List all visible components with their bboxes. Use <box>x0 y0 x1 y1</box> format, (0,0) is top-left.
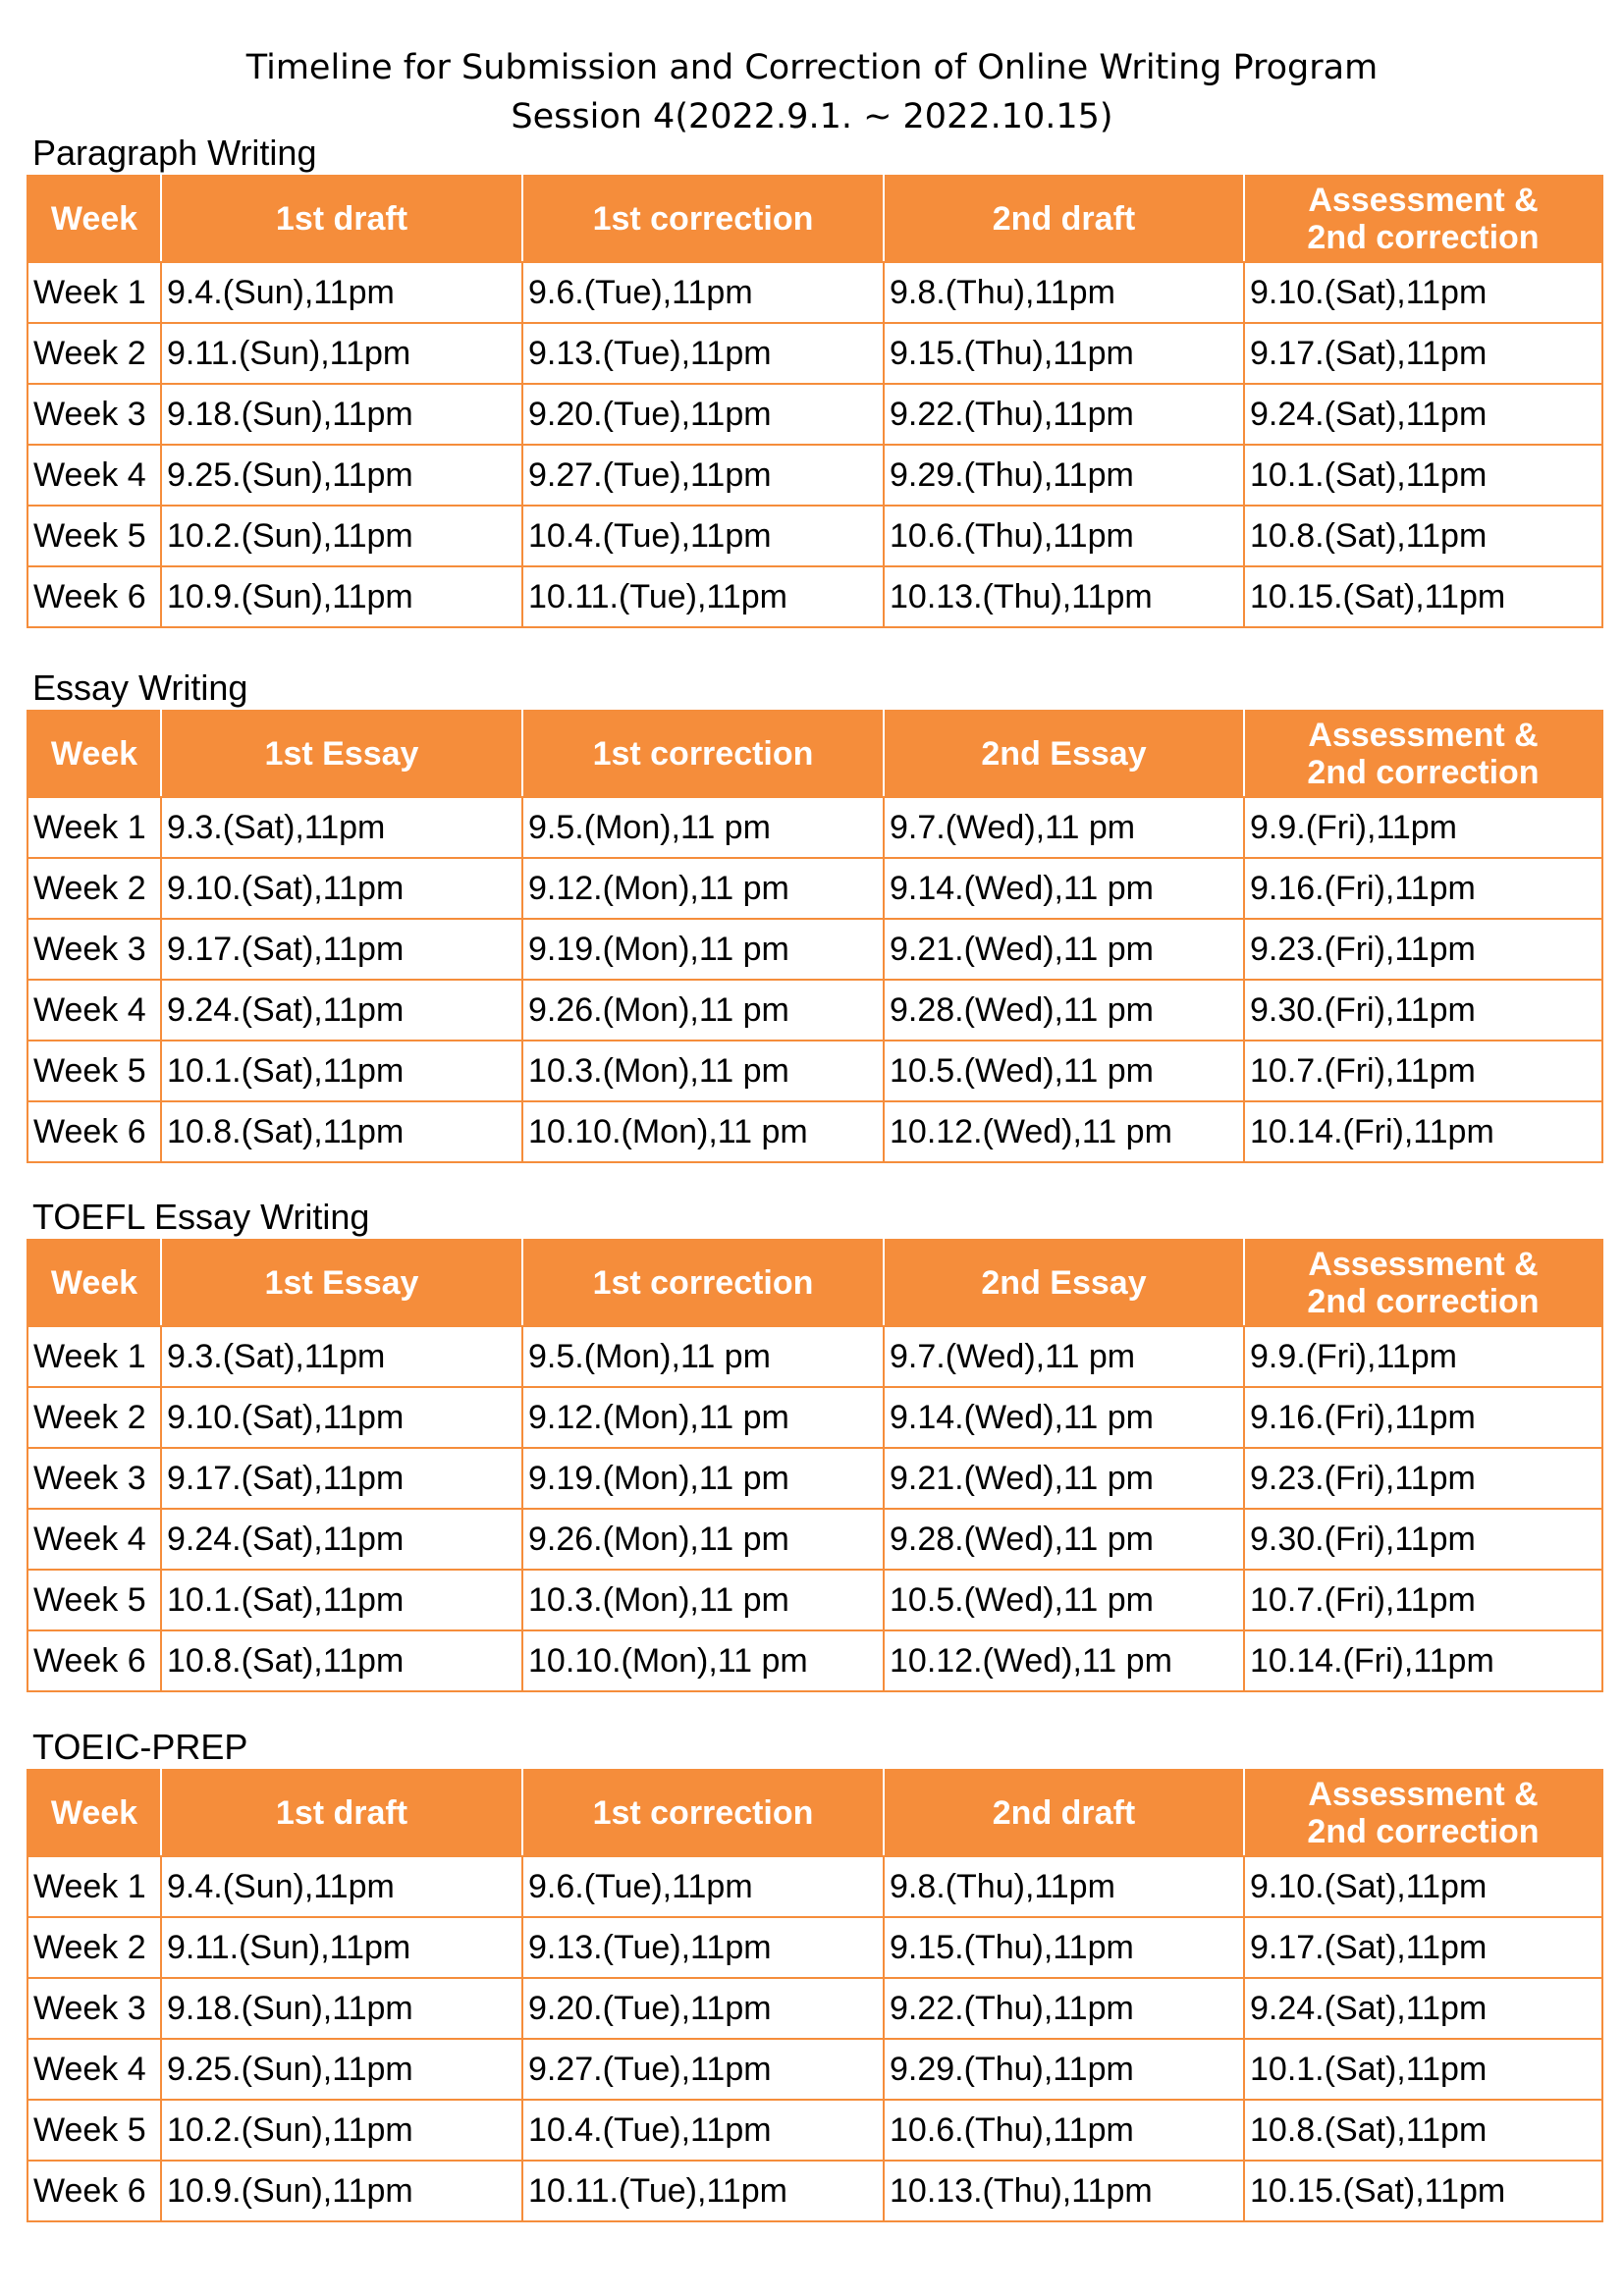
deadline-cell: 9.17.(Sat),11pm <box>161 1448 522 1509</box>
week-label-cell: Week 2 <box>27 1387 161 1448</box>
table-row <box>27 1387 1602 1448</box>
schedule-table <box>27 175 1603 628</box>
deadline-cell: 9.29.(Thu),11pm <box>884 445 1244 506</box>
deadline-cell: 9.12.(Mon),11 pm <box>522 1387 884 1448</box>
deadline-cell: 9.27.(Tue),11pm <box>522 445 884 506</box>
section-title: TOEIC-PREP <box>32 1727 248 1767</box>
deadline-cell: 10.7.(Fri),11pm <box>1244 1041 1602 1101</box>
table-row <box>27 919 1602 980</box>
week-label-cell: Week 3 <box>27 384 161 445</box>
column-header: 1st correction <box>522 176 884 262</box>
week-label-cell: Week 4 <box>27 1509 161 1570</box>
deadline-cell: 9.3.(Sat),11pm <box>161 797 522 858</box>
deadline-cell: 9.20.(Tue),11pm <box>522 384 884 445</box>
deadline-cell: 10.9.(Sun),11pm <box>161 2161 522 2221</box>
deadline-cell: 10.2.(Sun),11pm <box>161 2100 522 2161</box>
week-label-cell: Week 4 <box>27 445 161 506</box>
week-label-cell: Week 5 <box>27 1041 161 1101</box>
deadline-cell: 9.21.(Wed),11 pm <box>884 1448 1244 1509</box>
deadline-cell: 10.11.(Tue),11pm <box>522 566 884 627</box>
deadline-cell: 9.4.(Sun),11pm <box>161 262 522 323</box>
column-header: Week <box>27 1770 161 1856</box>
week-label-cell: Week 5 <box>27 506 161 566</box>
deadline-cell: 9.29.(Thu),11pm <box>884 2039 1244 2100</box>
week-label-cell: Week 3 <box>27 1978 161 2039</box>
column-header: Week <box>27 711 161 797</box>
section-title: Paragraph Writing <box>32 133 317 173</box>
deadline-cell: 10.1.(Sat),11pm <box>1244 445 1602 506</box>
table-row <box>27 1917 1602 1978</box>
deadline-cell: 10.11.(Tue),11pm <box>522 2161 884 2221</box>
deadline-cell: 10.6.(Thu),11pm <box>884 506 1244 566</box>
deadline-cell: 9.26.(Mon),11 pm <box>522 980 884 1041</box>
deadline-cell: 9.10.(Sat),11pm <box>1244 1856 1602 1917</box>
deadline-cell: 9.8.(Thu),11pm <box>884 1856 1244 1917</box>
header-row <box>27 176 1602 262</box>
schedule-table <box>27 710 1603 1163</box>
deadline-cell: 9.13.(Tue),11pm <box>522 1917 884 1978</box>
deadline-cell: 10.12.(Wed),11 pm <box>884 1101 1244 1162</box>
week-label-cell: Week 1 <box>27 1856 161 1917</box>
title-line-1: Timeline for Submission and Correction of Online Writing Program <box>245 48 1379 87</box>
deadline-cell: 10.3.(Mon),11 pm <box>522 1570 884 1630</box>
deadline-cell: 10.14.(Fri),11pm <box>1244 1101 1602 1162</box>
table-row <box>27 506 1602 566</box>
deadline-cell: 9.19.(Mon),11 pm <box>522 919 884 980</box>
deadline-cell: 9.10.(Sat),11pm <box>161 1387 522 1448</box>
week-label-cell: Week 3 <box>27 1448 161 1509</box>
week-label-cell: Week 6 <box>27 566 161 627</box>
table-row <box>27 2100 1602 2161</box>
deadline-cell: 9.3.(Sat),11pm <box>161 1326 522 1387</box>
deadline-cell: 9.26.(Mon),11 pm <box>522 1509 884 1570</box>
deadline-cell: 9.8.(Thu),11pm <box>884 262 1244 323</box>
week-label-cell: Week 2 <box>27 1917 161 1978</box>
column-header: Week <box>27 176 161 262</box>
document-title <box>0 43 1624 141</box>
schedule-section <box>27 1196 1601 1692</box>
deadline-cell: 9.25.(Sun),11pm <box>161 2039 522 2100</box>
deadline-cell: 9.23.(Fri),11pm <box>1244 919 1602 980</box>
table-row <box>27 2039 1602 2100</box>
column-header: Assessment & 2nd correction <box>1244 176 1602 262</box>
deadline-cell: 9.20.(Tue),11pm <box>522 1978 884 2039</box>
column-header: Assessment & 2nd correction <box>1244 1240 1602 1326</box>
deadline-cell: 10.4.(Tue),11pm <box>522 2100 884 2161</box>
deadline-cell: 10.12.(Wed),11 pm <box>884 1630 1244 1691</box>
table-row <box>27 384 1602 445</box>
table-row <box>27 1978 1602 2039</box>
deadline-cell: 9.18.(Sun),11pm <box>161 384 522 445</box>
deadline-cell: 9.14.(Wed),11 pm <box>884 1387 1244 1448</box>
column-header: Assessment & 2nd correction <box>1244 711 1602 797</box>
table-row <box>27 1101 1602 1162</box>
table-row <box>27 1326 1602 1387</box>
deadline-cell: 9.28.(Wed),11 pm <box>884 980 1244 1041</box>
deadline-cell: 9.5.(Mon),11 pm <box>522 797 884 858</box>
deadline-cell: 10.8.(Sat),11pm <box>161 1630 522 1691</box>
deadline-cell: 9.19.(Mon),11 pm <box>522 1448 884 1509</box>
column-header: Week <box>27 1240 161 1326</box>
table-row <box>27 1041 1602 1101</box>
deadline-cell: 9.4.(Sun),11pm <box>161 1856 522 1917</box>
deadline-cell: 10.9.(Sun),11pm <box>161 566 522 627</box>
deadline-cell: 9.6.(Tue),11pm <box>522 1856 884 1917</box>
title-line-2: Session 4(2022.9.1. ~ 2022.10.15) <box>511 97 1113 136</box>
deadline-cell: 9.24.(Sat),11pm <box>1244 384 1602 445</box>
deadline-cell: 9.18.(Sun),11pm <box>161 1978 522 2039</box>
table-row <box>27 262 1602 323</box>
deadline-cell: 9.9.(Fri),11pm <box>1244 1326 1602 1387</box>
table-row <box>27 323 1602 384</box>
deadline-cell: 9.30.(Fri),11pm <box>1244 980 1602 1041</box>
table-row <box>27 1509 1602 1570</box>
deadline-cell: 9.7.(Wed),11 pm <box>884 797 1244 858</box>
column-header: 1st Essay <box>161 1240 522 1326</box>
deadline-cell: 9.24.(Sat),11pm <box>1244 1978 1602 2039</box>
deadline-cell: 9.16.(Fri),11pm <box>1244 1387 1602 1448</box>
section-title: Essay Writing <box>32 667 248 708</box>
week-label-cell: Week 4 <box>27 980 161 1041</box>
deadline-cell: 9.14.(Wed),11 pm <box>884 858 1244 919</box>
deadline-cell: 9.16.(Fri),11pm <box>1244 858 1602 919</box>
week-label-cell: Week 5 <box>27 2100 161 2161</box>
deadline-cell: 10.1.(Sat),11pm <box>161 1570 522 1630</box>
week-label-cell: Week 6 <box>27 2161 161 2221</box>
column-header: 2nd draft <box>884 1770 1244 1856</box>
table-row <box>27 1570 1602 1630</box>
schedule-table <box>27 1239 1603 1692</box>
column-header: 1st draft <box>161 176 522 262</box>
week-label-cell: Week 6 <box>27 1101 161 1162</box>
deadline-cell: 10.13.(Thu),11pm <box>884 566 1244 627</box>
deadline-cell: 9.10.(Sat),11pm <box>1244 262 1602 323</box>
deadline-cell: 9.23.(Fri),11pm <box>1244 1448 1602 1509</box>
deadline-cell: 9.12.(Mon),11 pm <box>522 858 884 919</box>
deadline-cell: 10.5.(Wed),11 pm <box>884 1041 1244 1101</box>
table-row <box>27 566 1602 627</box>
deadline-cell: 10.10.(Mon),11 pm <box>522 1101 884 1162</box>
header-row <box>27 1770 1602 1856</box>
deadline-cell: 9.5.(Mon),11 pm <box>522 1326 884 1387</box>
column-header: 2nd draft <box>884 176 1244 262</box>
week-label-cell: Week 3 <box>27 919 161 980</box>
deadline-cell: 10.1.(Sat),11pm <box>161 1041 522 1101</box>
deadline-cell: 9.11.(Sun),11pm <box>161 1917 522 1978</box>
column-header: Assessment & 2nd correction <box>1244 1770 1602 1856</box>
table-row <box>27 1856 1602 1917</box>
deadline-cell: 10.3.(Mon),11 pm <box>522 1041 884 1101</box>
deadline-cell: 10.8.(Sat),11pm <box>161 1101 522 1162</box>
column-header: 2nd Essay <box>884 711 1244 797</box>
deadline-cell: 9.27.(Tue),11pm <box>522 2039 884 2100</box>
column-header: 1st correction <box>522 1240 884 1326</box>
deadline-cell: 9.22.(Thu),11pm <box>884 384 1244 445</box>
week-label-cell: Week 2 <box>27 323 161 384</box>
table-row <box>27 2161 1602 2221</box>
deadline-cell: 9.10.(Sat),11pm <box>161 858 522 919</box>
table-row <box>27 1448 1602 1509</box>
deadline-cell: 9.11.(Sun),11pm <box>161 323 522 384</box>
deadline-cell: 9.17.(Sat),11pm <box>1244 1917 1602 1978</box>
deadline-cell: 9.21.(Wed),11 pm <box>884 919 1244 980</box>
section-title: TOEFL Essay Writing <box>32 1197 370 1237</box>
deadline-cell: 10.7.(Fri),11pm <box>1244 1570 1602 1630</box>
schedule-section <box>27 667 1601 1163</box>
deadline-cell: 9.7.(Wed),11 pm <box>884 1326 1244 1387</box>
table-row <box>27 445 1602 506</box>
week-label-cell: Week 1 <box>27 1326 161 1387</box>
deadline-cell: 10.2.(Sun),11pm <box>161 506 522 566</box>
deadline-cell: 9.15.(Thu),11pm <box>884 1917 1244 1978</box>
deadline-cell: 10.10.(Mon),11 pm <box>522 1630 884 1691</box>
header-row <box>27 711 1602 797</box>
column-header: 1st correction <box>522 1770 884 1856</box>
schedule-table <box>27 1769 1603 2222</box>
table-row <box>27 980 1602 1041</box>
column-header: 2nd Essay <box>884 1240 1244 1326</box>
header-row <box>27 1240 1602 1326</box>
deadline-cell: 10.8.(Sat),11pm <box>1244 2100 1602 2161</box>
column-header: 1st correction <box>522 711 884 797</box>
week-label-cell: Week 6 <box>27 1630 161 1691</box>
week-label-cell: Week 1 <box>27 797 161 858</box>
deadline-cell: 10.13.(Thu),11pm <box>884 2161 1244 2221</box>
week-label-cell: Week 1 <box>27 262 161 323</box>
deadline-cell: 10.8.(Sat),11pm <box>1244 506 1602 566</box>
week-label-cell: Week 2 <box>27 858 161 919</box>
column-header: 1st draft <box>161 1770 522 1856</box>
deadline-cell: 9.30.(Fri),11pm <box>1244 1509 1602 1570</box>
table-row <box>27 1630 1602 1691</box>
deadline-cell: 10.6.(Thu),11pm <box>884 2100 1244 2161</box>
deadline-cell: 9.13.(Tue),11pm <box>522 323 884 384</box>
deadline-cell: 10.15.(Sat),11pm <box>1244 566 1602 627</box>
deadline-cell: 9.24.(Sat),11pm <box>161 980 522 1041</box>
deadline-cell: 10.15.(Sat),11pm <box>1244 2161 1602 2221</box>
deadline-cell: 9.17.(Sat),11pm <box>161 919 522 980</box>
deadline-cell: 9.25.(Sun),11pm <box>161 445 522 506</box>
deadline-cell: 10.5.(Wed),11 pm <box>884 1570 1244 1630</box>
deadline-cell: 10.1.(Sat),11pm <box>1244 2039 1602 2100</box>
schedule-section <box>27 132 1601 628</box>
week-label-cell: Week 5 <box>27 1570 161 1630</box>
deadline-cell: 10.14.(Fri),11pm <box>1244 1630 1602 1691</box>
deadline-cell: 9.24.(Sat),11pm <box>161 1509 522 1570</box>
table-row <box>27 858 1602 919</box>
deadline-cell: 9.28.(Wed),11 pm <box>884 1509 1244 1570</box>
deadline-cell: 10.4.(Tue),11pm <box>522 506 884 566</box>
deadline-cell: 9.17.(Sat),11pm <box>1244 323 1602 384</box>
deadline-cell: 9.6.(Tue),11pm <box>522 262 884 323</box>
column-header: 1st Essay <box>161 711 522 797</box>
deadline-cell: 9.9.(Fri),11pm <box>1244 797 1602 858</box>
deadline-cell: 9.22.(Thu),11pm <box>884 1978 1244 2039</box>
week-label-cell: Week 4 <box>27 2039 161 2100</box>
deadline-cell: 9.15.(Thu),11pm <box>884 323 1244 384</box>
table-row <box>27 797 1602 858</box>
schedule-section <box>27 1726 1601 2222</box>
